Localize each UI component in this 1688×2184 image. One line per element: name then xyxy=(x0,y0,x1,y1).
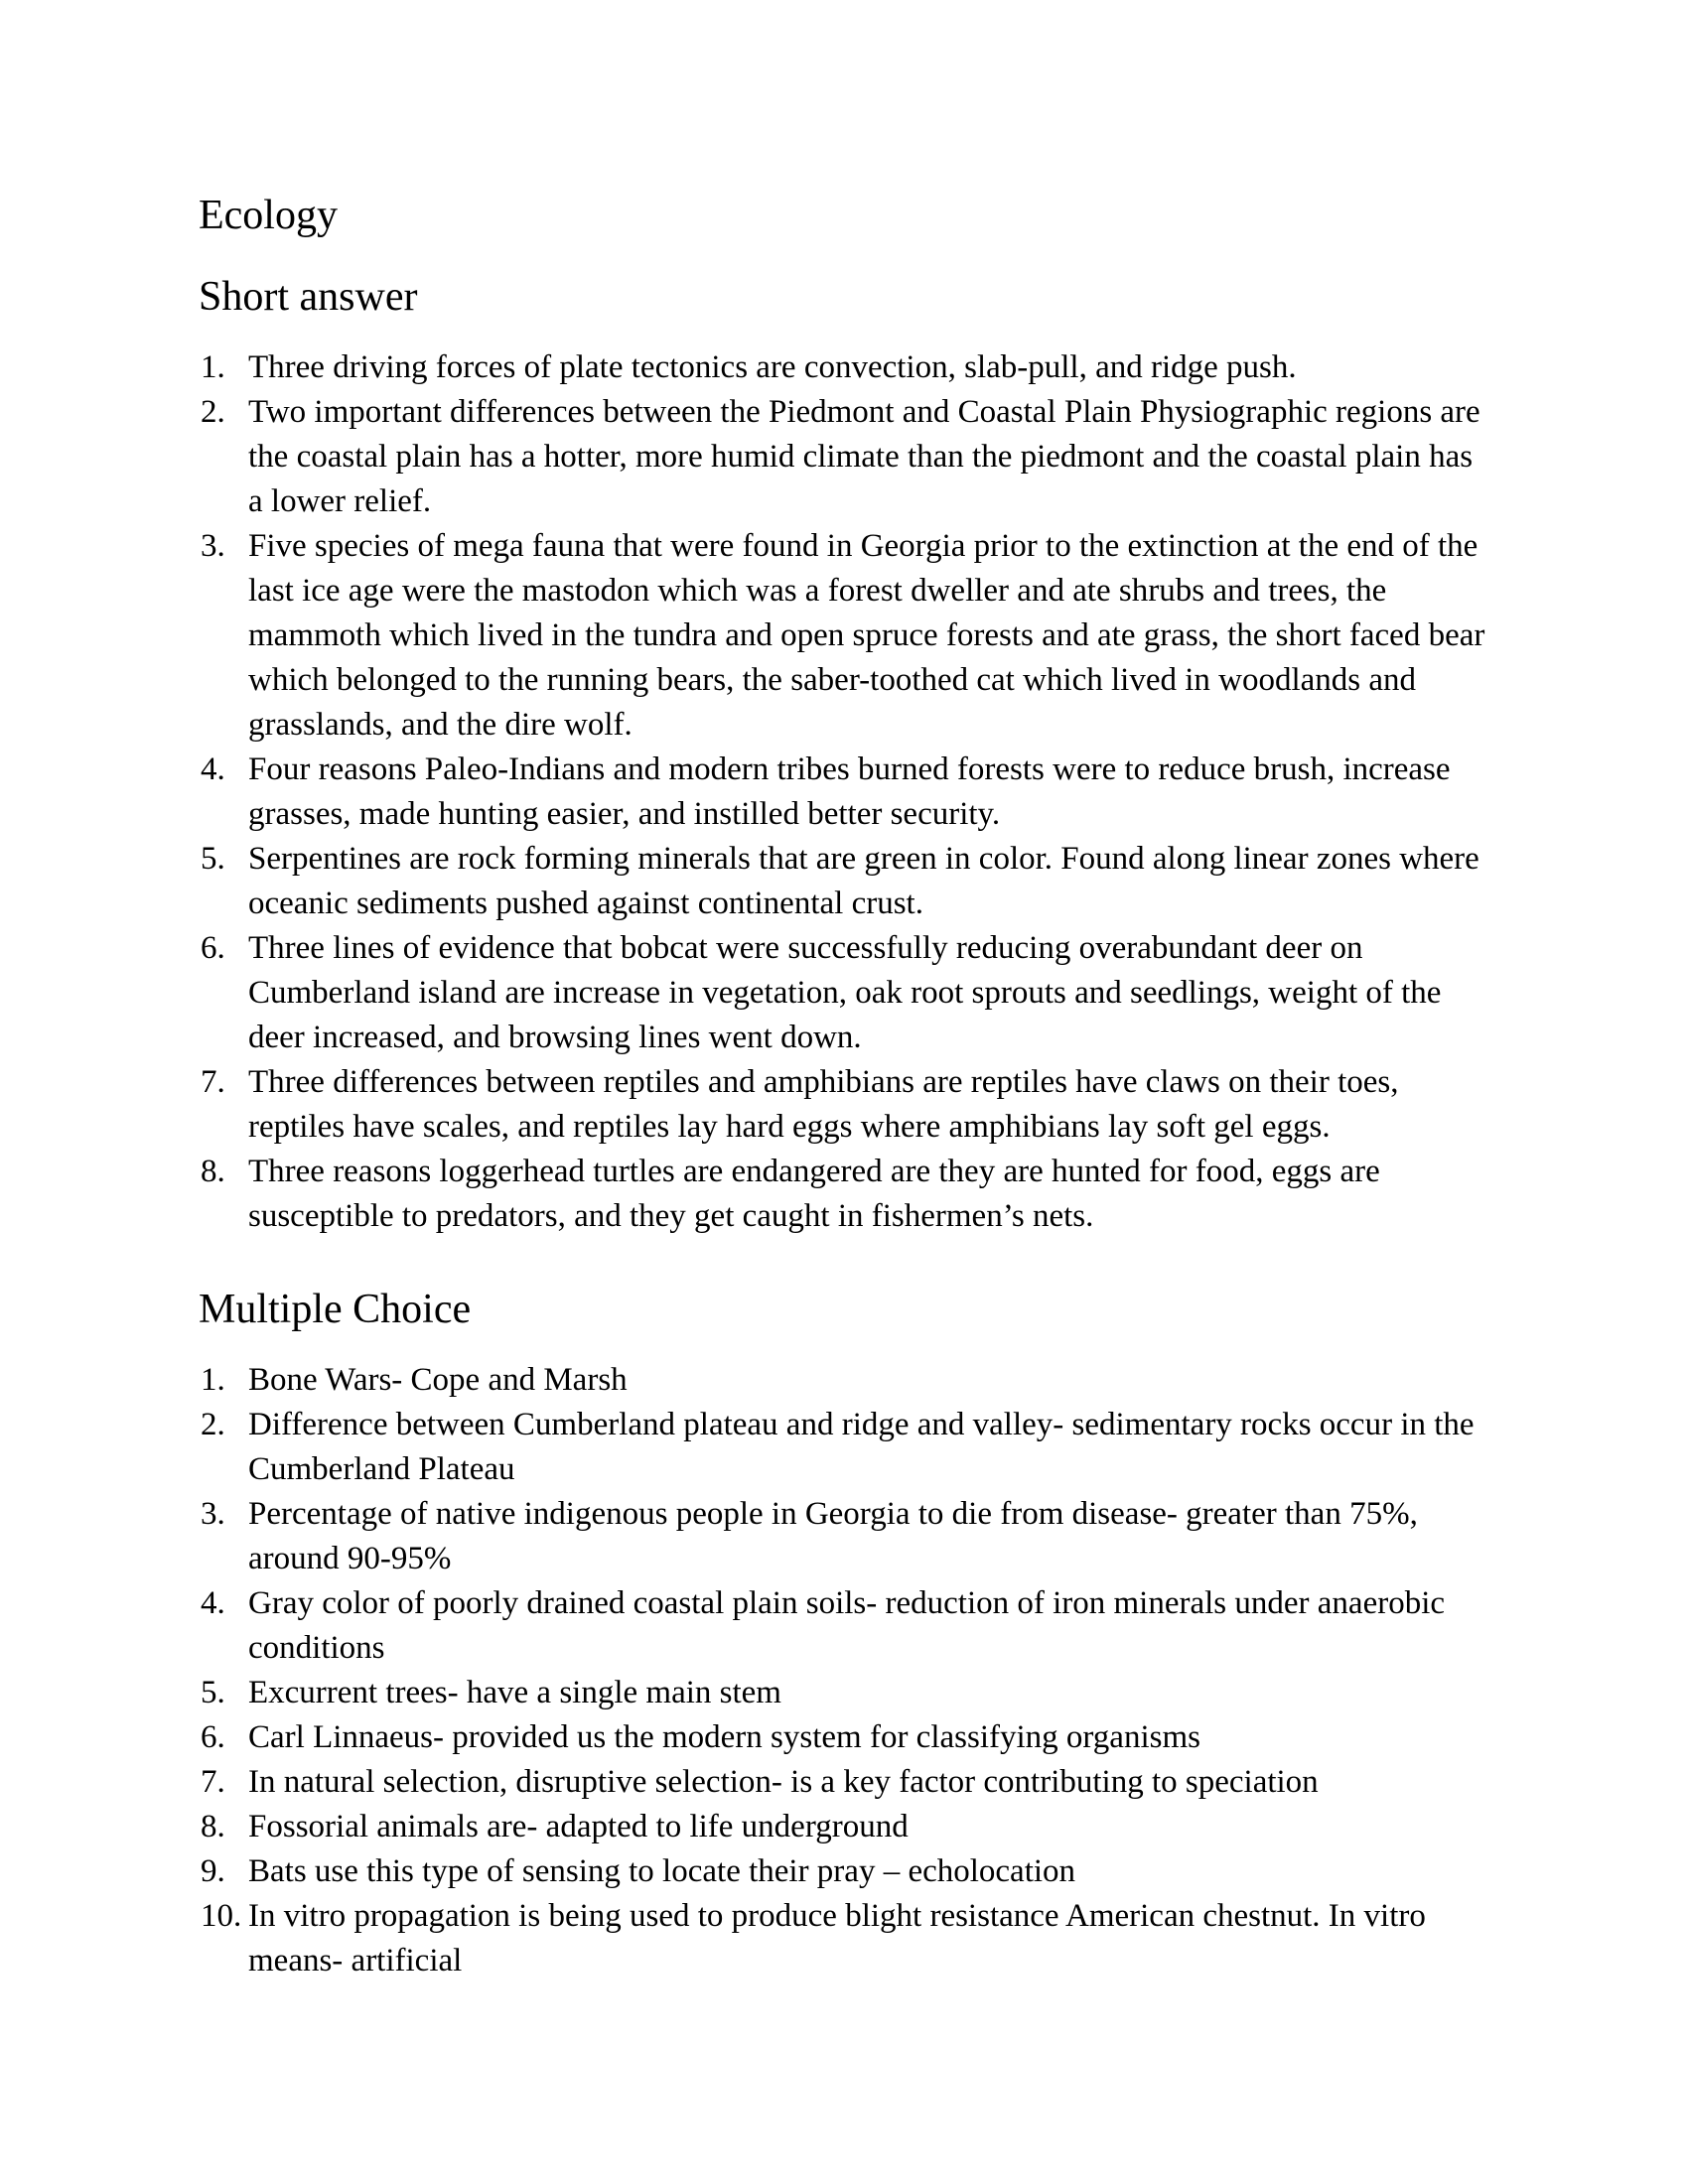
list-item xyxy=(199,1849,1489,1894)
list-item xyxy=(199,1060,1489,1150)
list-item xyxy=(199,524,1489,748)
list-item xyxy=(199,1671,1489,1715)
list-item xyxy=(199,345,1489,390)
item-number: 4. xyxy=(201,1585,225,1621)
item-number: 6. xyxy=(201,1719,225,1755)
item-number: 1. xyxy=(201,349,225,385)
list-item xyxy=(199,1492,1489,1581)
item-number: 4. xyxy=(201,751,225,787)
item-number: 7. xyxy=(201,1064,225,1100)
item-text: In natural selection, disruptive selection- is a key factor contributing to speciation xyxy=(248,1764,1319,1800)
page-title: Ecology xyxy=(199,193,338,238)
item-number: 3. xyxy=(201,528,225,564)
item-number: 2. xyxy=(201,394,225,430)
list-item xyxy=(199,1358,1489,1403)
item-text: Three reasons loggerhead turtles are endangered are they are hunted for food, eggs are susceptible to predators, and they get caught in fishermen’s nets. xyxy=(248,1154,1380,1234)
item-text: Serpentines are rock forming minerals that are green in color. Found along linear zones where oceanic sediments pushed against continental crust. xyxy=(248,841,1479,921)
section-heading-short-answer: Short answer xyxy=(199,274,418,320)
list-item xyxy=(199,390,1489,524)
item-number: 5. xyxy=(201,841,225,877)
item-text: Carl Linnaeus- provided us the modern system for classifying organisms xyxy=(248,1719,1200,1755)
item-text: Three driving forces of plate tectonics are convection, slab-pull, and ridge push. xyxy=(248,349,1297,385)
item-text: Four reasons Paleo-Indians and modern tribes burned forests were to reduce brush, increase grasses, made hunting easier, and instilled better security. xyxy=(248,751,1451,832)
item-text: Difference between Cumberland plateau and ridge and valley- sedimentary rocks occur in the Cumberland Plateau xyxy=(248,1407,1475,1487)
short-answer-list xyxy=(199,345,1489,1239)
list-item xyxy=(199,748,1489,837)
item-number: 2. xyxy=(201,1407,225,1442)
item-text: Bone Wars- Cope and Marsh xyxy=(248,1362,628,1398)
item-number: 3. xyxy=(201,1496,225,1532)
item-number: 1. xyxy=(201,1362,225,1398)
multiple-choice-list xyxy=(199,1358,1489,1983)
list-item xyxy=(199,837,1489,926)
item-text: Gray color of poorly drained coastal plain soils- reduction of iron minerals under anaerobic conditions xyxy=(248,1585,1446,1666)
item-text: Bats use this type of sensing to locate their pray – echolocation xyxy=(248,1853,1076,1889)
list-item xyxy=(199,1150,1489,1239)
item-text: Five species of mega fauna that were found in Georgia prior to the extinction at the end of the last ice age were the mastodon which was a forest dweller and ate shrubs and trees, the mammoth which lived in the tundra and open spruce forests and ate grass, the short faced bear which belonged to the running bears, the saber-toothed cat which lived in woodlands and grasslands, and the dire wolf. xyxy=(248,528,1485,743)
list-item xyxy=(199,1805,1489,1849)
list-item xyxy=(199,926,1489,1060)
item-number: 8. xyxy=(201,1154,225,1189)
item-text: Three differences between reptiles and amphibians are reptiles have claws on their toes, reptiles have scales, and reptiles lay hard eggs where amphibians lay soft gel eggs. xyxy=(248,1064,1399,1145)
item-number: 8. xyxy=(201,1809,225,1844)
item-number: 6. xyxy=(201,930,225,966)
section-heading-multiple-choice: Multiple Choice xyxy=(199,1287,472,1332)
item-text: Percentage of native indigenous people in Georgia to die from disease- greater than 75%, around 90-95% xyxy=(248,1496,1418,1576)
list-item xyxy=(199,1715,1489,1760)
list-item xyxy=(199,1403,1489,1492)
item-number: 10. xyxy=(201,1898,242,1934)
item-text: Two important differences between the Piedmont and Coastal Plain Physiographic regions are the coastal plain has a hotter, more humid climate than the piedmont and the coastal plain has a lower relief. xyxy=(248,394,1480,519)
item-text: Three lines of evidence that bobcat were successfully reducing overabundant deer on Cumberland island are increase in vegetation, oak root sprouts and seedlings, weight of the deer increased, and browsing lines went down. xyxy=(248,930,1442,1055)
item-text: Excurrent trees- have a single main stem xyxy=(248,1675,781,1710)
item-number: 9. xyxy=(201,1853,225,1889)
item-text: Fossorial animals are- adapted to life underground xyxy=(248,1809,909,1844)
list-item xyxy=(199,1760,1489,1805)
item-text: In vitro propagation is being used to produce blight resistance American chestnut. In vitro means- artificial xyxy=(248,1898,1426,1979)
item-number: 7. xyxy=(201,1764,225,1800)
item-number: 5. xyxy=(201,1675,225,1710)
list-item xyxy=(199,1894,1489,1983)
list-item xyxy=(199,1581,1489,1671)
